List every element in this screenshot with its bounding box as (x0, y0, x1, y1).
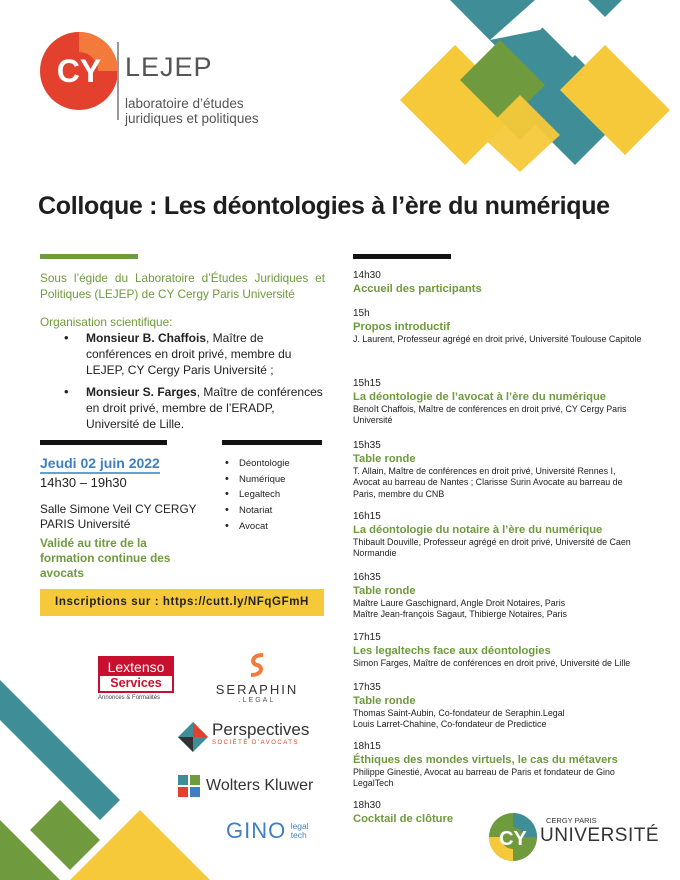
seraphin-logo (215, 652, 299, 704)
program-title: Cocktail de clôture (353, 812, 454, 825)
black-bar-left (40, 440, 167, 445)
seraphin-name: SERAPHIN (215, 682, 299, 697)
topic-item: • Notariat (225, 505, 290, 521)
black-bar-right (353, 254, 451, 259)
university-name: UNIVERSITÉ (540, 825, 660, 846)
program-desc: Thibault Douville, Professeur agrégé en droit privé, Université de Caen Normandie (353, 536, 631, 558)
program-title: Table ronde (353, 452, 416, 465)
seraphin-icon (247, 652, 267, 678)
program-time: 15h15 (353, 378, 381, 389)
program-item (353, 270, 643, 296)
program-title: La déontologie du notaire à l’ère du numérique (353, 523, 603, 536)
black-bar-mid (222, 440, 322, 445)
program-time: 18h30 (353, 800, 381, 811)
intro-text: Sous l’égide du Laboratoire d’Études Juridiques et Politiques (LEJEP) de CY Cergy Paris Université (40, 271, 325, 301)
lextenso-box (98, 656, 174, 693)
org-name: LEJEP (125, 52, 213, 82)
program-time: 17h15 (353, 632, 381, 643)
member-desc: , Maître de conférences en droit privé, membre de l’ERADP, Université de Lille. (86, 385, 323, 431)
program-desc: Thomas Saint-Aubin, Co-fondateur de Seraphin.Legal Louis Larret-Chahine, Co-fondateur de Predictice (353, 707, 565, 729)
program-time: 16h15 (353, 511, 381, 522)
gino-sub-line1: legal (290, 821, 309, 831)
seraphin-sub: .LEGAL (238, 697, 276, 704)
program-time: 15h (353, 308, 370, 319)
organisation-member (40, 330, 325, 378)
program-item (353, 308, 643, 345)
gino-logo (226, 818, 326, 844)
member-name: Monsieur B. Chaffois (86, 331, 207, 345)
program-item (353, 572, 643, 621)
program-desc: Maître Laure Gaschignard, Angle Droit Notaires, Paris Maître Jean-françois Sagaut, Thibierge Notaires, Paris (353, 597, 567, 619)
lextenso-logo (98, 656, 174, 701)
university-letters: CY (499, 828, 527, 850)
program-time: 14h30 (353, 270, 381, 281)
program-title: Accueil des participants (353, 282, 482, 295)
perspectives-sub: SOCIÉTÉ D’AVOCATS (212, 740, 299, 746)
program-item (353, 440, 643, 500)
program-title: Table ronde (353, 584, 416, 597)
program-desc: Philippe Ginestié, Avocat au barreau de Paris et fondateur de Gino LegalTech (353, 766, 615, 788)
program-title: Propos introductif (353, 320, 450, 333)
university-logo (488, 810, 658, 870)
page-title: Colloque : Les déontologies à l’ère du numérique (38, 192, 610, 220)
program-title: Table ronde (353, 694, 416, 707)
perspectives-icon (178, 722, 208, 752)
program-time: 15h35 (353, 440, 381, 451)
program-item (353, 378, 643, 427)
inscription-banner[interactable]: Inscriptions sur : https://cutt.ly/NFqGFmH (40, 589, 324, 616)
cy-logo-icon (38, 30, 120, 112)
program-item (353, 741, 643, 790)
green-bar (40, 254, 138, 259)
event-venue: Salle Simone Veil CY CERGY PARIS Université (40, 502, 197, 531)
org-subtitle-line1: laboratoire d’études (125, 96, 244, 111)
gino-name: GINO (226, 818, 287, 843)
event-time: 14h30 – 19h30 (40, 475, 127, 490)
member-desc: , Maître de conférences en droit privé, membre du LEJEP, CY Cergy Paris Université ; (86, 331, 292, 377)
perspectives-logo (178, 720, 318, 746)
topic-item: • Déontologie (225, 458, 290, 474)
event-validation: Validé au titre de la formation continue des avocats (40, 536, 171, 580)
university-top: CERGY PARIS (546, 816, 597, 825)
program-desc: T. Allain, Maître de conférences en droit privé, Université Rennes I, Avocat au barreau de Nantes ; Clarisse Surin Avocate au barreau de Paris, membre du CNB (353, 465, 623, 499)
organisation-label: Organisation scientifique: (40, 315, 173, 329)
lextenso-tagline: Annonces & Formalités (98, 695, 161, 701)
program-title: Les legaltechs face aux déontologies (353, 644, 551, 657)
gino-sub-line2: tech (290, 830, 307, 840)
organisation-list (40, 330, 325, 438)
perspectives-name: Perspectives (212, 720, 310, 739)
gino-sub (291, 822, 309, 840)
wolters-kluwer-logo (178, 775, 328, 797)
university-cy-icon (488, 812, 538, 862)
header-divider (117, 42, 119, 120)
org-subtitle (125, 96, 259, 126)
organisation-member (40, 384, 325, 432)
org-subtitle-line2: juridiques et politiques (125, 111, 259, 126)
wolters-kluwer-name: Wolters Kluwer (206, 777, 314, 794)
lextenso-services: Services (110, 676, 162, 690)
program-time: 18h15 (353, 741, 381, 752)
program-title: La déontologie de l’avocat à l’ère du numérique (353, 390, 607, 403)
topic-item: • Avocat (225, 521, 290, 537)
program-desc: Benoît Chaffois, Maître de conférences en droit privé, CY Cergy Paris Université (353, 403, 627, 425)
cy-logo-letters: CY (56, 53, 102, 89)
decorative-diamonds-top (360, 0, 680, 175)
program-item (353, 682, 643, 731)
topic-item: • Legaltech (225, 489, 290, 505)
event-date: Jeudi 02 juin 2022 (40, 455, 160, 474)
topic-item: • Numérique (225, 474, 290, 490)
program-item (353, 632, 643, 669)
program-item (353, 511, 643, 560)
member-name: Monsieur S. Farges (86, 385, 197, 399)
program-time: 17h35 (353, 682, 381, 693)
program-title: Éthiques des mondes virtuels, le cas du métavers (353, 753, 618, 766)
program-desc: J. Laurent, Professeur agrégé en droit privé, Université Toulouse Capitole (353, 333, 642, 344)
lextenso-name: Lextenso (100, 658, 172, 676)
topics-list (225, 458, 290, 536)
program-time: 16h35 (353, 572, 381, 583)
program-desc: Simon Farges, Maître de conférences en droit privé, Université de Lille (353, 657, 631, 668)
wolters-kluwer-icon (178, 775, 200, 797)
